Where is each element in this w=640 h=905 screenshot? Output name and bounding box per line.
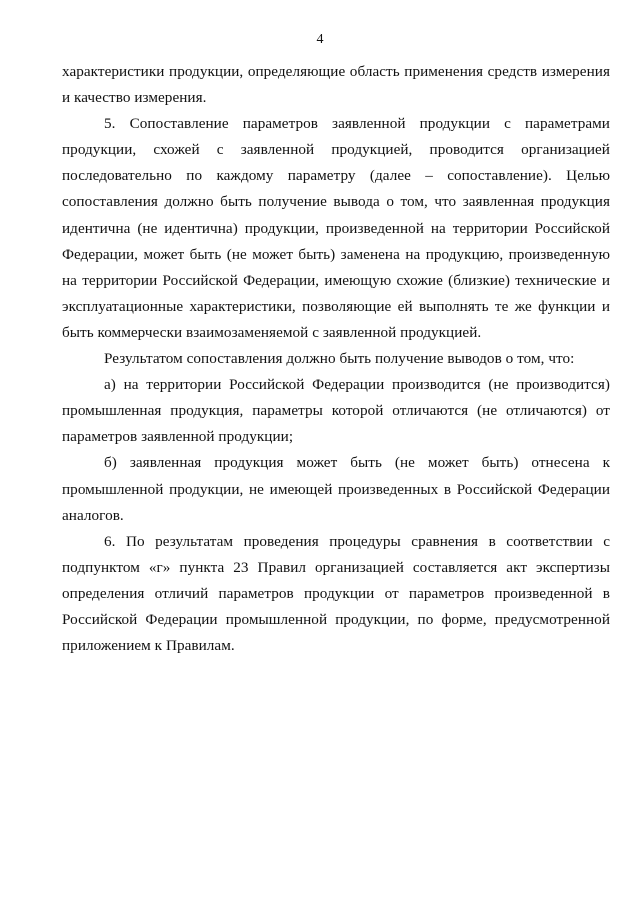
paragraph-item-5: 5. Сопоставление параметров заявленной продукции с параметрами продукции, схожей с заявленной продукцией, проводится организацией последовательно по каждому параметру (далее – сопоставление). Целью сопоставления должно быть получение вывода о том, что заявленная продукция идентична (не идентична) продукции, произведенной на территории Российской Федерации, может быть (не может быть) заменена на продукцию, произведенную на территории Российской Федерации, имеющую схожие (близкие) технические и эксплуатационные характеристики, позволяющие ей выполнять те же функции и быть коммерчески взаимозаменяемой с заявленной продукцией. bbox=[62, 115, 610, 341]
paragraph-item-6: 6. По результатам проведения процедуры сравнения в соответствии с подпунктом «г» пункта 23 Правил организацией составляется акт экспертизы определения отличий параметров продукции от параметров произведенной в Российской Федерации промышленной продукции, по форме, предусмотренной приложением к Правилам. bbox=[62, 532, 610, 655]
paragraph-subitem-b: б) заявленная продукция может быть (не может быть) отнесена к промышленной продукции, не имеющей произведенных в Российской Федерации аналогов. bbox=[62, 454, 610, 524]
paragraph-result-intro: Результатом сопоставления должно быть получение выводов о том, что: bbox=[104, 350, 575, 368]
page-number: 4 bbox=[316, 32, 324, 47]
paragraph-subitem-a: а) на территории Российской Федерации производится (не производится) промышленная продукция, параметры которой отличаются (не отличаются) от параметров заявленной продукции; bbox=[62, 376, 610, 446]
document-body bbox=[62, 59, 610, 659]
paragraph-continuation: характеристики продукции, определяющие область применения средств измерения и качество измерения. bbox=[62, 63, 610, 107]
